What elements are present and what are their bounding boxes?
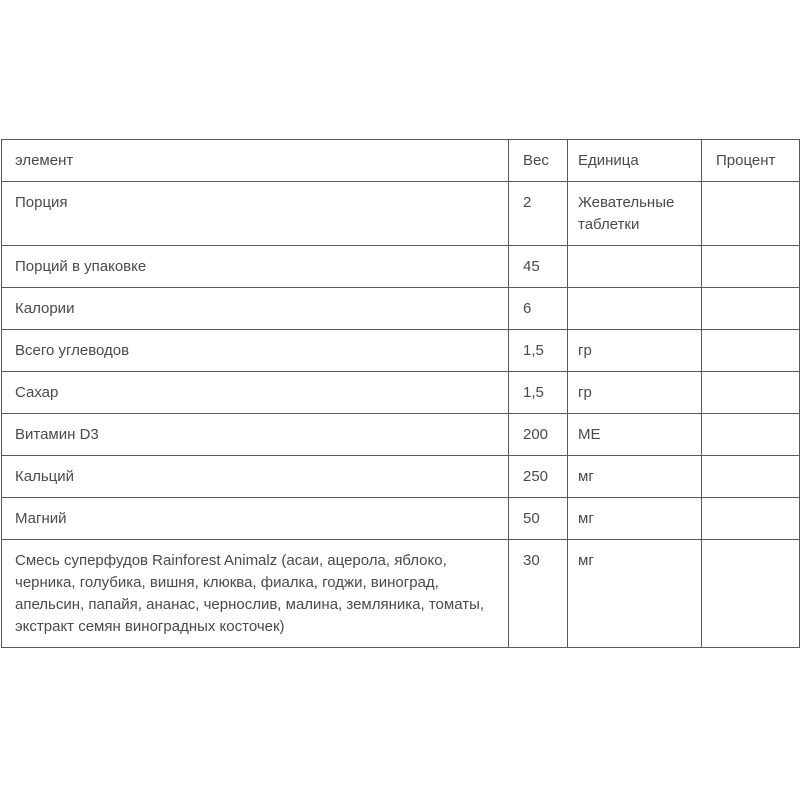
table-row	[2, 246, 800, 288]
header-percent: Процент	[702, 140, 800, 182]
table-row	[2, 456, 800, 498]
cell-percent	[702, 372, 800, 414]
cell-unit: МЕ	[568, 414, 702, 456]
cell-unit	[568, 288, 702, 330]
cell-weight: 50	[509, 498, 568, 540]
cell-element: Смесь суперфудов Rainforest Animalz (асаи, ацерола, яблоко, черника, голубика, вишня, клюква, фиалка, годжи, виноград, апельсин, папайя, ананас, чернослив, малина, земляника, томаты, экстракт семян виноградных косточек)	[2, 540, 509, 648]
cell-weight: 45	[509, 246, 568, 288]
cell-percent	[702, 288, 800, 330]
cell-unit: гр	[568, 330, 702, 372]
cell-element: Всего углеводов	[2, 330, 509, 372]
cell-weight: 2	[509, 182, 568, 246]
cell-weight: 250	[509, 456, 568, 498]
table-row	[2, 540, 800, 648]
cell-unit: мг	[568, 456, 702, 498]
table-row	[2, 414, 800, 456]
cell-percent	[702, 246, 800, 288]
cell-element: Калории	[2, 288, 509, 330]
cell-weight: 30	[509, 540, 568, 648]
table-row	[2, 288, 800, 330]
cell-weight: 1,5	[509, 330, 568, 372]
nutrition-table	[1, 139, 800, 648]
cell-element: Витамин D3	[2, 414, 509, 456]
header-weight: Вес	[509, 140, 568, 182]
cell-element: Порция	[2, 182, 509, 246]
table-header-row	[2, 140, 800, 182]
cell-weight: 1,5	[509, 372, 568, 414]
cell-weight: 200	[509, 414, 568, 456]
cell-unit: мг	[568, 498, 702, 540]
header-unit: Единица	[568, 140, 702, 182]
cell-percent	[702, 182, 800, 246]
table-row	[2, 372, 800, 414]
cell-unit: гр	[568, 372, 702, 414]
cell-percent	[702, 456, 800, 498]
cell-element: Порций в упаковке	[2, 246, 509, 288]
cell-unit: мг	[568, 540, 702, 648]
cell-percent	[702, 498, 800, 540]
cell-percent	[702, 414, 800, 456]
cell-element: Магний	[2, 498, 509, 540]
cell-weight: 6	[509, 288, 568, 330]
table-row	[2, 330, 800, 372]
table-row	[2, 182, 800, 246]
cell-unit: Жевательные таблетки	[568, 182, 702, 246]
header-element: элемент	[2, 140, 509, 182]
table-row	[2, 498, 800, 540]
nutrition-table-container	[0, 139, 800, 648]
cell-unit	[568, 246, 702, 288]
cell-element: Сахар	[2, 372, 509, 414]
cell-element: Кальций	[2, 456, 509, 498]
cell-percent	[702, 330, 800, 372]
cell-percent	[702, 540, 800, 648]
